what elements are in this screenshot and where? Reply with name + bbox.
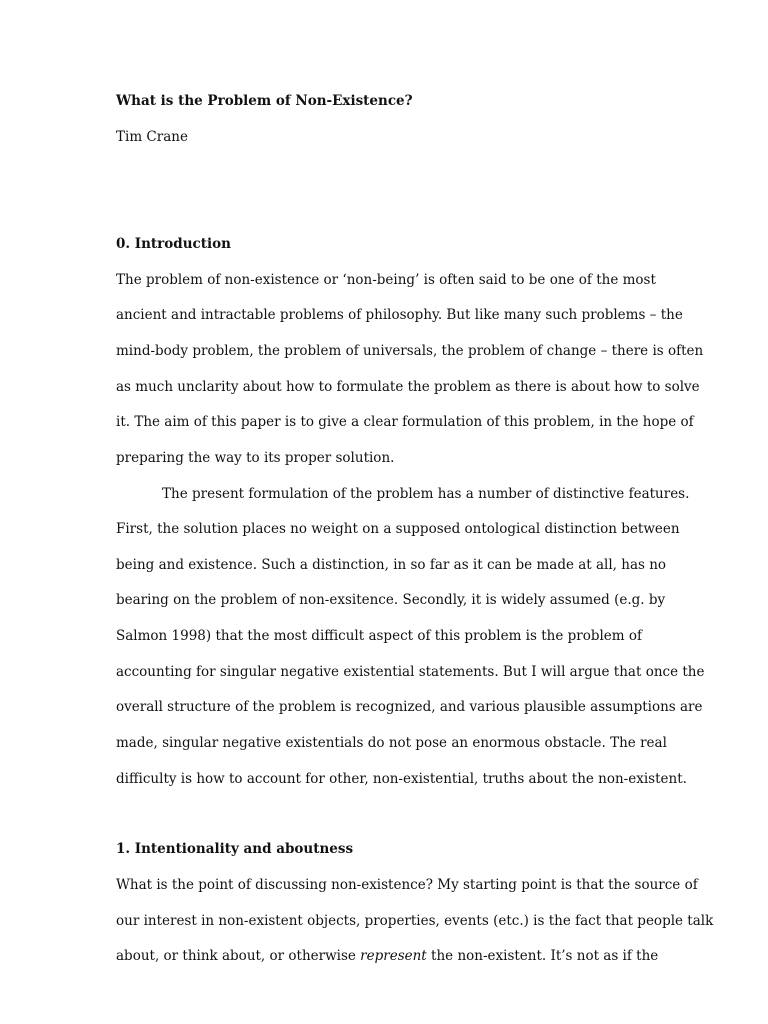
text-line: made, singular negative existentials do not pose an enormous obstacle. The real xyxy=(116,735,667,751)
text-line: accounting for singular negative existential statements. But I will argue that once the xyxy=(116,664,705,680)
section-heading-intentionality: 1. Intentionality and aboutness xyxy=(116,841,354,857)
text-line: The present formulation of the problem has a number of distinctive features. xyxy=(162,486,690,502)
text-line: bearing on the problem of non-exsitence. Secondly, it is widely assumed (e.g. by xyxy=(116,592,666,608)
text-line: The problem of non-existence or ‘non-being’ is often said to be one of the most xyxy=(116,272,656,288)
text-line: mind-body problem, the problem of universals, the problem of change – there is often xyxy=(116,343,704,359)
text-line: Salmon 1998) that the most difficult aspect of this problem is the problem of xyxy=(116,628,643,644)
text-line: What is the point of discussing non-existence? My starting point is that the source of xyxy=(116,877,698,893)
text-line: our interest in non-existent objects, properties, events (etc.) is the fact that people talk xyxy=(116,913,714,929)
text-line: it. The aim of this paper is to give a clear formulation of this problem, in the hope of xyxy=(116,414,694,430)
text-segment: the non-existent. It’s not as if the xyxy=(426,948,659,964)
emphasized-word: represent xyxy=(360,948,427,964)
section-heading-introduction: 0. Introduction xyxy=(116,236,231,252)
text-line: preparing the way to its proper solution. xyxy=(116,450,395,466)
text-segment: about, or think about, or otherwise xyxy=(116,948,361,964)
text-line: First, the solution places no weight on a supposed ontological distinction between xyxy=(116,521,680,537)
text-line xyxy=(116,948,658,964)
text-line: ancient and intractable problems of philosophy. But like many such problems – the xyxy=(116,307,683,323)
text-line: as much unclarity about how to formulate the problem as there is about how to solve xyxy=(116,379,700,395)
paper-author: Tim Crane xyxy=(116,129,188,145)
text-line: being and existence. Such a distinction, in so far as it can be made at all, has no xyxy=(116,557,667,573)
text-line: overall structure of the problem is recognized, and various plausible assumptions are xyxy=(116,699,703,715)
text-line: difficulty is how to account for other, non-existential, truths about the non-existent. xyxy=(116,771,687,787)
paper-title: What is the Problem of Non-Existence? xyxy=(116,93,413,109)
